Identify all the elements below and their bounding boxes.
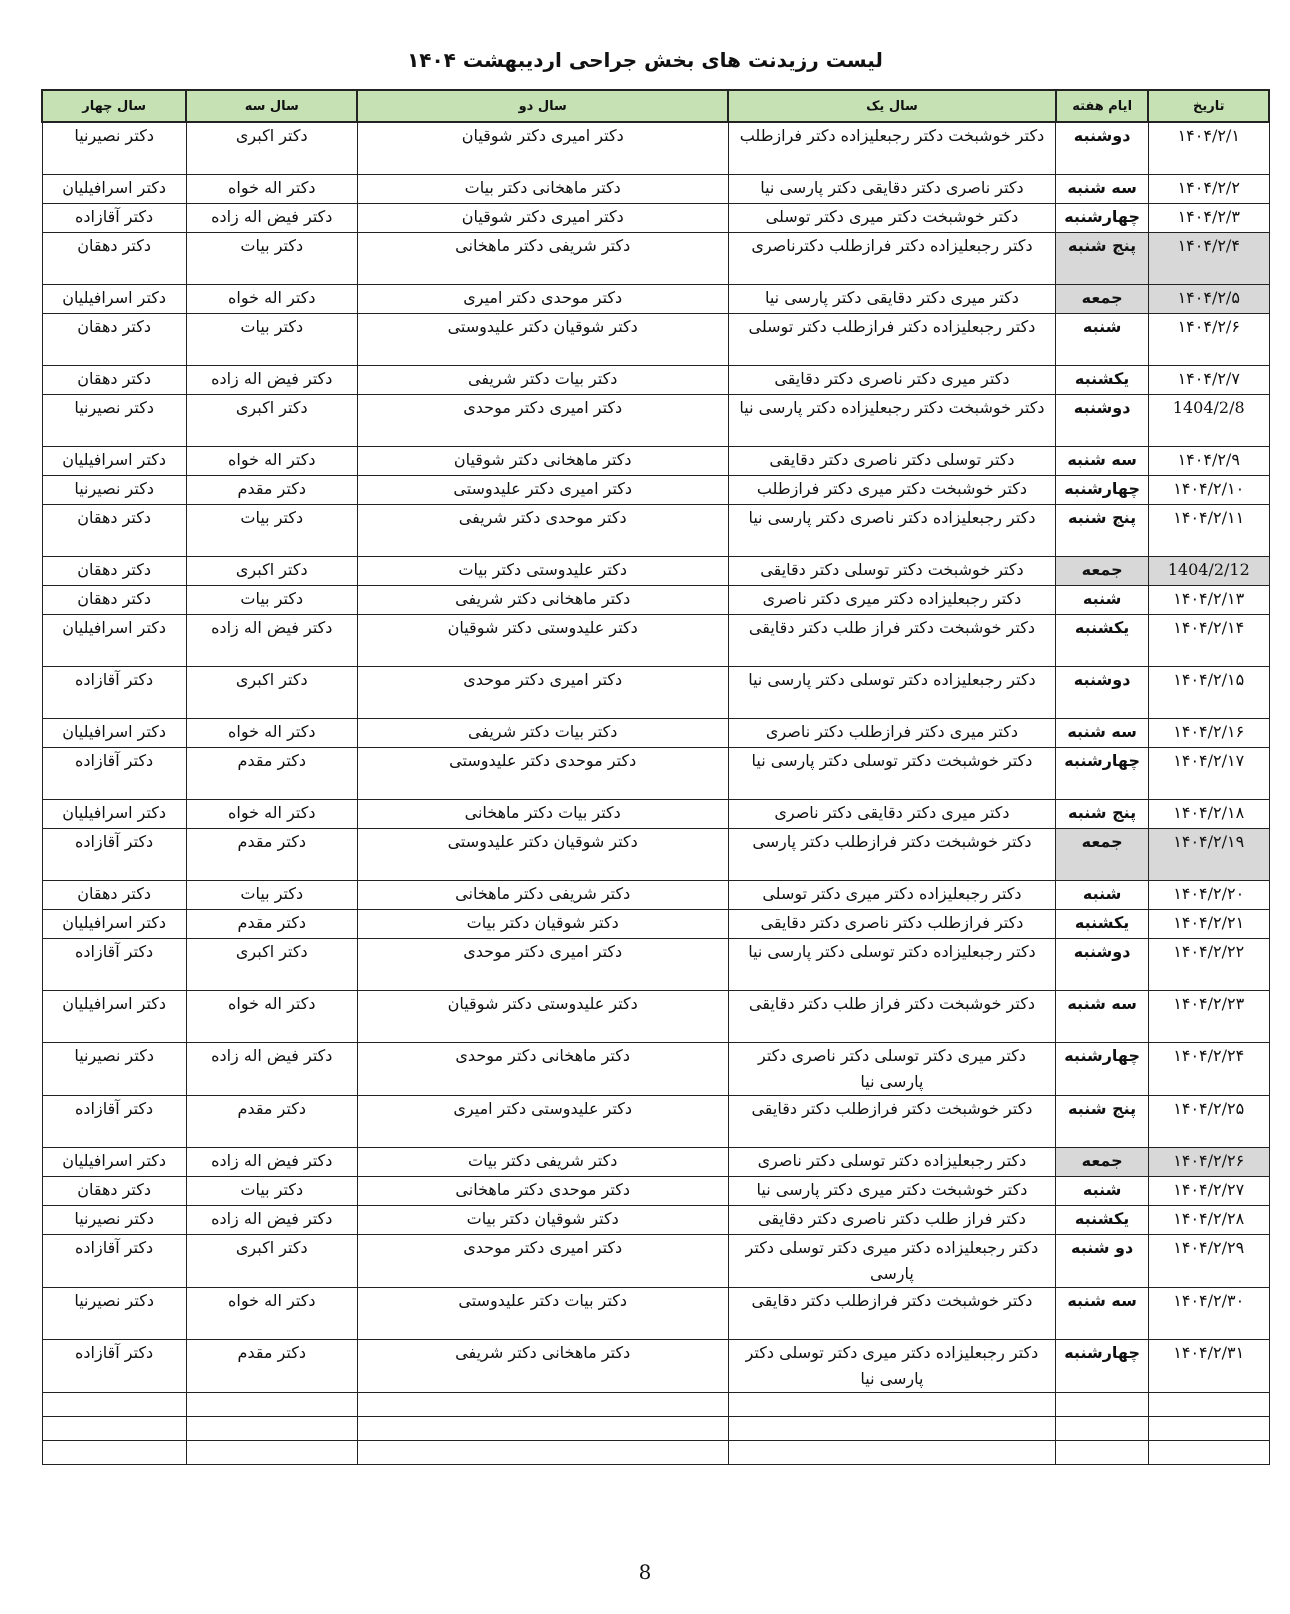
cell-year3: دکتر فیض اله زاده	[186, 1147, 357, 1176]
table-row	[42, 1287, 1269, 1339]
cell-year4: دکتر اسرافیلیان	[42, 799, 186, 828]
cell-day: یکشنبه	[1056, 614, 1149, 666]
cell-date: ۱۴۰۴/۲/۱	[1148, 122, 1269, 174]
cell-day: سه شنبه	[1056, 174, 1149, 203]
cell-year3: دکتر مقدم	[186, 1339, 357, 1392]
cell-year1: دکتر رجبعلیزاده دکتر فرازطلب دکترناصری	[728, 232, 1056, 284]
cell-day: شنبه	[1056, 880, 1149, 909]
cell-year2: دکتر علیدوستی دکتر امیری	[357, 1095, 728, 1147]
cell-year3: دکتر اکبری	[186, 556, 357, 585]
cell-year2: دکتر علیدوستی دکتر شوقیان	[357, 614, 728, 666]
cell-day: دوشنبه	[1056, 122, 1149, 174]
cell-year1: دکتر خوشبخت دکتر فرازطلب دکتر دقایقی	[728, 1095, 1056, 1147]
cell-year4: دکتر نصیرنیا	[42, 394, 186, 446]
cell-year2: دکتر شوقیان دکتر علیدوستی	[357, 313, 728, 365]
header-year2: سال دو	[357, 90, 728, 122]
cell-day: یکشنبه	[1056, 1205, 1149, 1234]
cell-date: ۱۴۰۴/۲/۲۶	[1148, 1147, 1269, 1176]
cell-year2: دکتر امیری دکتر موحدی	[357, 938, 728, 990]
cell-year1: دکتر ناصری دکتر دقایقی دکتر پارسی نیا	[728, 174, 1056, 203]
cell-year2: دکتر امیری دکتر شوقیان	[357, 203, 728, 232]
table-row	[42, 504, 1269, 556]
table-row	[42, 232, 1269, 284]
cell-year3: دکتر مقدم	[186, 828, 357, 880]
cell-date: ۱۴۰۴/۲/۱۱	[1148, 504, 1269, 556]
cell-year3: دکتر بیات	[186, 232, 357, 284]
cell-year1: دکتر خوشبخت دکتر میری دکتر فرازطلب	[728, 475, 1056, 504]
cell-year2: دکتر شوقیان دکتر بیات	[357, 1205, 728, 1234]
cell-year4: دکتر اسرافیلیان	[42, 614, 186, 666]
cell-date: ۱۴۰۴/۲/۱۶	[1148, 718, 1269, 747]
cell-year1: دکتر رجبعلیزاده دکتر ناصری دکتر پارسی نیا	[728, 504, 1056, 556]
cell-year1: دکتر رجبعلیزاده دکتر میری دکتر ناصری	[728, 585, 1056, 614]
cell-year4: دکتر آقازاده	[42, 828, 186, 880]
cell-date: ۱۴۰۴/۲/۲۸	[1148, 1205, 1269, 1234]
cell-year2: دکتر ماهخانی دکتر شوقیان	[357, 446, 728, 475]
header-date: تاریخ	[1148, 90, 1269, 122]
cell-year2: دکتر بیات دکتر علیدوستی	[357, 1287, 728, 1339]
cell-date: ۱۴۰۴/۲/۱۰	[1148, 475, 1269, 504]
cell-day: چهارشنبه	[1056, 1042, 1149, 1095]
cell-year2: دکتر موحدی دکتر امیری	[357, 284, 728, 313]
cell-year3: دکتر بیات	[186, 1176, 357, 1205]
cell-year4: دکتر اسرافیلیان	[42, 284, 186, 313]
cell-year4: دکتر دهقان	[42, 504, 186, 556]
cell-year2: دکتر شریفی دکتر ماهخانی	[357, 880, 728, 909]
table-row	[42, 990, 1269, 1042]
cell-year4: دکتر آقازاده	[42, 938, 186, 990]
table-row	[42, 614, 1269, 666]
cell-date: ۱۴۰۴/۲/۱۵	[1148, 666, 1269, 718]
cell-year4: دکتر دهقان	[42, 365, 186, 394]
cell-date: ۱۴۰۴/۲/۵	[1148, 284, 1269, 313]
cell-date: ۱۴۰۴/۲/۱۳	[1148, 585, 1269, 614]
cell-day: دو شنبه	[1056, 1234, 1149, 1287]
cell-year1: دکتر توسلی دکتر ناصری دکتر دقایقی	[728, 446, 1056, 475]
cell-year2: دکتر ماهخانی دکتر شریفی	[357, 1339, 728, 1392]
table-row	[42, 174, 1269, 203]
header-day: ایام هفته	[1056, 90, 1149, 122]
cell-year4: دکتر اسرافیلیان	[42, 446, 186, 475]
header-row	[42, 90, 1269, 122]
cell-year1: دکتر میری دکتر ناصری دکتر دقایقی	[728, 365, 1056, 394]
cell-date: ۱۴۰۴/۲/۲۲	[1148, 938, 1269, 990]
table-row	[42, 394, 1269, 446]
table-row	[42, 1234, 1269, 1287]
cell-year2: دکتر موحدی دکتر ماهخانی	[357, 1176, 728, 1205]
cell-year4: دکتر دهقان	[42, 232, 186, 284]
cell-year2: دکتر امیری دکتر شوقیان	[357, 122, 728, 174]
cell-year3: دکتر اله خواه	[186, 718, 357, 747]
cell-year1: دکتر خوشبخت دکتر توسلی دکتر پارسی نیا	[728, 747, 1056, 799]
cell-day: پنج شنبه	[1056, 232, 1149, 284]
cell-date: ۱۴۰۴/۲/۱۴	[1148, 614, 1269, 666]
roster-table	[41, 89, 1270, 1465]
cell-year1: دکتر رجبعلیزاده دکتر میری دکتر توسلی دکتر پارسی	[728, 1234, 1056, 1287]
cell-date: ۱۴۰۴/۲/۳	[1148, 203, 1269, 232]
cell-year2: دکتر بیات دکتر ماهخانی	[357, 799, 728, 828]
cell-date: ۱۴۰۴/۲/۷	[1148, 365, 1269, 394]
cell-date: 1404/2/12	[1148, 556, 1269, 585]
cell-year2: دکتر موحدی دکتر شریفی	[357, 504, 728, 556]
cell-day: چهارشنبه	[1056, 1339, 1149, 1392]
cell-year1: دکتر خوشبخت دکتر فراز طلب دکتر دقایقی	[728, 990, 1056, 1042]
cell-year4: دکتر آقازاده	[42, 666, 186, 718]
cell-year1: دکتر فراز طلب دکتر ناصری دکتر دقایقی	[728, 1205, 1056, 1234]
cell-year1: دکتر رجبعلیزاده دکتر فرازطلب دکتر توسلی	[728, 313, 1056, 365]
cell-year1: دکتر میری دکتر دقایقی دکتر پارسی نیا	[728, 284, 1056, 313]
table-row	[42, 1339, 1269, 1392]
cell-year3: دکتر اله خواه	[186, 284, 357, 313]
cell-year2: دکتر علیدوستی دکتر بیات	[357, 556, 728, 585]
cell-year2: دکتر بیات دکتر شریفی	[357, 365, 728, 394]
cell-date: ۱۴۰۴/۲/۶	[1148, 313, 1269, 365]
cell-day: سه شنبه	[1056, 990, 1149, 1042]
cell-year1: دکتر میری دکتر دقایقی دکتر ناصری	[728, 799, 1056, 828]
cell-year3: دکتر اله خواه	[186, 1287, 357, 1339]
cell-day: شنبه	[1056, 313, 1149, 365]
cell-year3: دکتر اکبری	[186, 1234, 357, 1287]
table-row	[42, 1205, 1269, 1234]
cell-year4: دکتر اسرافیلیان	[42, 909, 186, 938]
cell-year4: دکتر دهقان	[42, 1176, 186, 1205]
cell-year4: دکتر آقازاده	[42, 1095, 186, 1147]
cell-year3: دکتر اله خواه	[186, 174, 357, 203]
cell-year3: دکتر اله خواه	[186, 446, 357, 475]
cell-year2: دکتر امیری دکتر موحدی	[357, 1234, 728, 1287]
cell-year4: دکتر آقازاده	[42, 203, 186, 232]
page-number: 8	[638, 1560, 652, 1584]
cell-year2: دکتر امیری دکتر موحدی	[357, 394, 728, 446]
cell-day: یکشنبه	[1056, 365, 1149, 394]
cell-year1: دکتر خوشبخت دکتر رجبعلیزاده دکتر فرازطلب	[728, 122, 1056, 174]
cell-day: سه شنبه	[1056, 718, 1149, 747]
cell-year3: دکتر اکبری	[186, 938, 357, 990]
cell-year3: دکتر مقدم	[186, 909, 357, 938]
cell-year4: دکتر نصیرنیا	[42, 1205, 186, 1234]
cell-year2: دکتر شوقیان دکتر علیدوستی	[357, 828, 728, 880]
table-row	[42, 1147, 1269, 1176]
cell-year3: دکتر اکبری	[186, 122, 357, 174]
roster-body	[42, 122, 1269, 1464]
cell-year3: دکتر بیات	[186, 313, 357, 365]
cell-year4: دکتر اسرافیلیان	[42, 174, 186, 203]
table-row	[42, 365, 1269, 394]
cell-year2: دکتر شوقیان دکتر بیات	[357, 909, 728, 938]
table-row	[42, 203, 1269, 232]
cell-day: چهارشنبه	[1056, 203, 1149, 232]
cell-date: ۱۴۰۴/۲/۲۵	[1148, 1095, 1269, 1147]
cell-year4: دکتر آقازاده	[42, 1339, 186, 1392]
cell-year4: دکتر آقازاده	[42, 747, 186, 799]
cell-year2: دکتر بیات دکتر شریفی	[357, 718, 728, 747]
cell-year2: دکتر شریفی دکتر ماهخانی	[357, 232, 728, 284]
empty-row	[42, 1416, 1269, 1440]
cell-year1: دکتر خوشبخت دکتر فرازطلب دکتر پارسی	[728, 828, 1056, 880]
cell-year4: دکتر دهقان	[42, 880, 186, 909]
cell-year4: دکتر نصیرنیا	[42, 475, 186, 504]
cell-year1: دکتر خوشبخت دکتر میری دکتر توسلی	[728, 203, 1056, 232]
cell-year3: دکتر مقدم	[186, 747, 357, 799]
cell-year3: دکتر اکبری	[186, 666, 357, 718]
empty-row	[42, 1392, 1269, 1416]
cell-date: ۱۴۰۴/۲/۲۷	[1148, 1176, 1269, 1205]
cell-date: ۱۴۰۴/۲/۱۷	[1148, 747, 1269, 799]
cell-year3: دکتر فیض اله زاده	[186, 365, 357, 394]
cell-date: ۱۴۰۴/۲/۲۳	[1148, 990, 1269, 1042]
cell-year3: دکتر مقدم	[186, 475, 357, 504]
cell-year4: دکتر دهقان	[42, 585, 186, 614]
cell-year2: دکتر ماهخانی دکتر بیات	[357, 174, 728, 203]
cell-year2: دکتر امیری دکتر علیدوستی	[357, 475, 728, 504]
table-row	[42, 1042, 1269, 1095]
cell-date: ۱۴۰۴/۲/۱۸	[1148, 799, 1269, 828]
cell-day: سه شنبه	[1056, 1287, 1149, 1339]
cell-year1: دکتر رجبعلیزاده دکتر توسلی دکتر ناصری	[728, 1147, 1056, 1176]
cell-day: سه شنبه	[1056, 446, 1149, 475]
cell-year3: دکتر بیات	[186, 504, 357, 556]
cell-day: دوشنبه	[1056, 394, 1149, 446]
cell-year1: دکتر رجبعلیزاده دکتر توسلی دکتر پارسی نیا	[728, 938, 1056, 990]
cell-year4: دکتر اسرافیلیان	[42, 1147, 186, 1176]
cell-year3: دکتر فیض اله زاده	[186, 203, 357, 232]
empty-row	[42, 1440, 1269, 1464]
cell-day: یکشنبه	[1056, 909, 1149, 938]
table-row	[42, 880, 1269, 909]
cell-day: دوشنبه	[1056, 938, 1149, 990]
page-title: لیست رزیدنت های بخش جراحی اردیبهشت ۱۴۰۴	[407, 48, 883, 72]
cell-day: جمعه	[1056, 828, 1149, 880]
cell-year1: دکتر خوشبخت دکتر میری دکتر پارسی نیا	[728, 1176, 1056, 1205]
cell-year1: دکتر رجبعلیزاده دکتر میری دکتر توسلی	[728, 880, 1056, 909]
cell-year1: دکتر رجبعلیزاده دکتر میری دکتر توسلی دکتر پارسی نیا	[728, 1339, 1056, 1392]
header-year4: سال چهار	[42, 90, 186, 122]
cell-year2: دکتر ماهخانی دکتر شریفی	[357, 585, 728, 614]
header-year1: سال یک	[728, 90, 1056, 122]
cell-year4: دکتر نصیرنیا	[42, 1287, 186, 1339]
cell-date: ۱۴۰۴/۲/۲۴	[1148, 1042, 1269, 1095]
cell-year3: دکتر فیض اله زاده	[186, 1205, 357, 1234]
cell-year2: دکتر ماهخانی دکتر موحدی	[357, 1042, 728, 1095]
cell-year4: دکتر نصیرنیا	[42, 1042, 186, 1095]
cell-day: جمعه	[1056, 1147, 1149, 1176]
cell-date: ۱۴۰۴/۲/۴	[1148, 232, 1269, 284]
cell-day: پنج شنبه	[1056, 504, 1149, 556]
header-year3: سال سه	[186, 90, 357, 122]
cell-year4: دکتر دهقان	[42, 556, 186, 585]
cell-year4: دکتر اسرافیلیان	[42, 990, 186, 1042]
table-row	[42, 1176, 1269, 1205]
cell-date: ۱۴۰۴/۲/۳۱	[1148, 1339, 1269, 1392]
cell-year3: دکتر بیات	[186, 880, 357, 909]
cell-year1: دکتر میری دکتر توسلی دکتر ناصری دکتر پارسی نیا	[728, 1042, 1056, 1095]
cell-year3: دکتر اله خواه	[186, 799, 357, 828]
cell-year1: دکتر میری دکتر فرازطلب دکتر ناصری	[728, 718, 1056, 747]
cell-day: دوشنبه	[1056, 666, 1149, 718]
cell-year3: دکتر فیض اله زاده	[186, 614, 357, 666]
table-row	[42, 122, 1269, 174]
cell-date: ۱۴۰۴/۲/۳۰	[1148, 1287, 1269, 1339]
table-row	[42, 284, 1269, 313]
cell-day: جمعه	[1056, 556, 1149, 585]
cell-year4: دکتر اسرافیلیان	[42, 718, 186, 747]
table-row	[42, 446, 1269, 475]
cell-year1: دکتر خوشبخت دکتر رجبعلیزاده دکتر پارسی نیا	[728, 394, 1056, 446]
table-row	[42, 747, 1269, 799]
cell-year1: دکتر رجبعلیزاده دکتر توسلی دکتر پارسی نیا	[728, 666, 1056, 718]
cell-year1: دکتر فرازطلب دکتر ناصری دکتر دقایقی	[728, 909, 1056, 938]
cell-year2: دکتر امیری دکتر موحدی	[357, 666, 728, 718]
cell-day: شنبه	[1056, 585, 1149, 614]
cell-day: چهارشنبه	[1056, 475, 1149, 504]
cell-year4: دکتر دهقان	[42, 313, 186, 365]
cell-day: پنج شنبه	[1056, 1095, 1149, 1147]
cell-year1: دکتر خوشبخت دکتر فرازطلب دکتر دقایقی	[728, 1287, 1056, 1339]
table-row	[42, 313, 1269, 365]
cell-date: ۱۴۰۴/۲/۹	[1148, 446, 1269, 475]
cell-year3: دکتر اله خواه	[186, 990, 357, 1042]
cell-date: ۱۴۰۴/۲/۲۹	[1148, 1234, 1269, 1287]
cell-date: ۱۴۰۴/۲/۲۰	[1148, 880, 1269, 909]
cell-year3: دکتر بیات	[186, 585, 357, 614]
table-row	[42, 799, 1269, 828]
table-row	[42, 556, 1269, 585]
cell-year3: دکتر مقدم	[186, 1095, 357, 1147]
cell-day: پنج شنبه	[1056, 799, 1149, 828]
cell-date: ۱۴۰۴/۲/۱۹	[1148, 828, 1269, 880]
cell-year1: دکتر خوشبخت دکتر توسلی دکتر دقایقی	[728, 556, 1056, 585]
table-row	[42, 909, 1269, 938]
cell-year2: دکتر شریفی دکتر بیات	[357, 1147, 728, 1176]
table-row	[42, 1095, 1269, 1147]
cell-year3: دکتر فیض اله زاده	[186, 1042, 357, 1095]
cell-year1: دکتر خوشبخت دکتر فراز طلب دکتر دقایقی	[728, 614, 1056, 666]
cell-day: جمعه	[1056, 284, 1149, 313]
table-row	[42, 938, 1269, 990]
cell-year4: دکتر آقازاده	[42, 1234, 186, 1287]
cell-year4: دکتر نصیرنیا	[42, 122, 186, 174]
table-row	[42, 718, 1269, 747]
cell-date: ۱۴۰۴/۲/۲	[1148, 174, 1269, 203]
cell-date: ۱۴۰۴/۲/۲۱	[1148, 909, 1269, 938]
cell-date: 1404/2/8	[1148, 394, 1269, 446]
table-row	[42, 828, 1269, 880]
table-row	[42, 666, 1269, 718]
cell-year2: دکتر علیدوستی دکتر شوقیان	[357, 990, 728, 1042]
cell-day: چهارشنبه	[1056, 747, 1149, 799]
cell-year2: دکتر موحدی دکتر علیدوستی	[357, 747, 728, 799]
table-row	[42, 585, 1269, 614]
cell-day: شنبه	[1056, 1176, 1149, 1205]
table-row	[42, 475, 1269, 504]
cell-year3: دکتر اکبری	[186, 394, 357, 446]
